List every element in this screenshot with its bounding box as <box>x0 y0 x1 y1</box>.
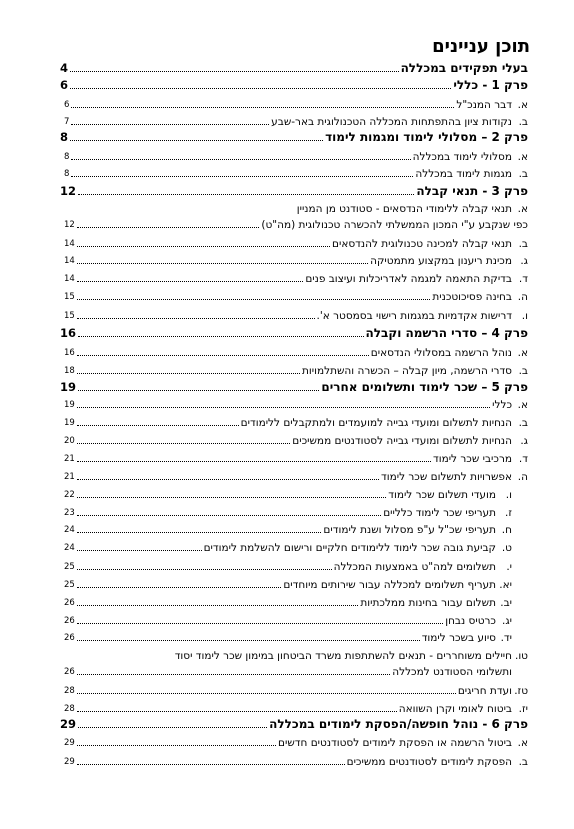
dot-leader <box>77 227 260 228</box>
toc-entry-text: מועדי תשלום שכר לימוד <box>388 489 496 501</box>
toc-subentry-multiline[interactable] <box>64 646 528 678</box>
page-number: 4 <box>60 61 69 75</box>
page-number: 23 <box>64 508 75 518</box>
toc-subentry[interactable] <box>64 557 512 573</box>
toc-entry-text: תשלומים למה"ט באמצעות המכללה <box>333 561 496 573</box>
toc-subentry[interactable] <box>64 431 528 447</box>
page-number: 14 <box>64 239 75 249</box>
toc-entry-text: בדיקת התאמה למגמה לאדריכלות ועיצוב פנים <box>305 273 512 285</box>
page-number: 8 <box>64 169 70 179</box>
page-number: 14 <box>64 256 75 266</box>
toc-subentry[interactable] <box>64 343 528 359</box>
toc-subentry[interactable] <box>64 395 528 411</box>
toc-subentry[interactable] <box>64 575 512 591</box>
toc-entry-text: חיילים משוחררים - תנאים להשתתפות משרד הביטחון במימון שכר לימוד יסוד <box>174 650 512 662</box>
toc-entry-text: בעלי תפקידים במכללה <box>400 61 528 75</box>
toc-subentry[interactable] <box>64 733 528 749</box>
page-number: 8 <box>64 152 70 162</box>
toc-entry-text: מגמות לימוד במכללה <box>415 168 512 180</box>
dot-leader <box>77 443 290 444</box>
toc-subentry[interactable] <box>64 306 528 322</box>
item-marker: ב. <box>518 417 528 429</box>
dot-leader <box>78 336 364 337</box>
toc-entry-text: תעריפי שכר לימוד כלליים <box>383 507 496 519</box>
dot-leader <box>77 479 379 480</box>
item-marker: ב. <box>518 756 528 768</box>
toc-entry-text: מכינת ריענון במקצוע מתמטיקה <box>370 255 512 267</box>
toc-entry-text: סדרי הרשמה, מיון קבלה – הכשרה והשתלמויות <box>302 365 512 377</box>
toc-subentry[interactable] <box>64 95 528 111</box>
toc-entry-text: ביטוח לאומי וקרן השוואה <box>398 703 512 715</box>
toc-subentry[interactable] <box>64 628 512 644</box>
page-number: 24 <box>64 543 75 553</box>
page-number: 6 <box>64 100 70 110</box>
page-number: 7 <box>64 117 70 127</box>
toc-subentry[interactable] <box>64 164 528 180</box>
toc-entry-text: תעריף תשלומים למכללה עבור שירותים מיוחדים <box>283 579 496 591</box>
toc-subentry-multiline[interactable] <box>64 199 528 231</box>
toc-entry-text: ביטול הרשמה או הפסקת לימודים לסטודנטים חדשים <box>278 737 512 749</box>
page-number: 21 <box>64 454 75 464</box>
toc-entry-text: הנחיות לתשלום ומועדי גבייה לסטודנטים ממשיכים <box>292 435 512 447</box>
dot-leader <box>77 711 397 712</box>
dot-leader <box>78 194 414 195</box>
toc-chapter-1[interactable] <box>60 76 528 92</box>
toc-entry-text: תעריפי שכ"ל ע"פ מסלול ושנת לימודים <box>323 524 496 536</box>
dot-leader <box>70 140 323 141</box>
dot-leader <box>77 693 456 694</box>
dot-leader <box>77 605 359 606</box>
dot-leader <box>77 425 239 426</box>
dot-leader <box>77 497 386 498</box>
dot-leader <box>77 263 368 264</box>
dot-leader <box>77 355 369 356</box>
toc-subentry[interactable] <box>64 485 512 501</box>
toc-entry-text: מסלולי לימוד במכללה <box>412 151 512 163</box>
toc-entry-text: מרכיבי שכר לימוד <box>432 453 512 465</box>
dot-leader <box>78 727 267 728</box>
item-marker: א. <box>517 347 528 359</box>
chapter-title: פרק 3 - תנאי קבלה <box>416 184 528 198</box>
item-marker: ב. <box>518 116 528 128</box>
dot-leader <box>77 318 315 319</box>
dot-leader <box>77 532 322 533</box>
page-number: 20 <box>64 436 75 446</box>
toc-entry-text-continued: כפי שנקבע ע"י המכון הממשלתי להכשרה טכנולוגית (מה"ט) <box>261 219 528 231</box>
item-marker: טו. <box>514 650 528 662</box>
page-number: 15 <box>64 292 75 302</box>
toc-subentry[interactable] <box>64 681 528 697</box>
item-marker: ח. <box>501 524 512 536</box>
page-number: 22 <box>64 490 75 500</box>
toc-subentry[interactable] <box>64 413 528 429</box>
item-marker: ג. <box>520 435 528 447</box>
page-number: 19 <box>64 418 75 428</box>
page-number: 6 <box>60 78 69 92</box>
page-number: 28 <box>64 686 75 696</box>
page-number: 15 <box>64 311 75 321</box>
page-number: 16 <box>60 326 77 340</box>
page-number: 29 <box>64 738 75 748</box>
toc-entry-text: אפשרויות לתשלום שכר לימוד <box>381 471 512 483</box>
page-number: 21 <box>64 472 75 482</box>
toc-entry-text: סיוע בשכר לימוד <box>421 632 496 644</box>
dot-leader <box>77 281 303 282</box>
toc-chapter-6[interactable] <box>60 715 528 731</box>
toc-entry-text: הנחיות לתשלום ומועדי גבייה למועמדים ולמתקבלים ללימודים <box>240 417 512 429</box>
page-number: 25 <box>64 580 75 590</box>
page-number: 29 <box>64 757 75 767</box>
toc-entry-text: תשלום עבור בחינות ממלכתיות <box>360 597 496 609</box>
item-marker: ו. <box>505 489 512 501</box>
dot-leader <box>77 745 276 746</box>
toc-subentry[interactable] <box>64 467 528 483</box>
item-marker: א. <box>517 399 528 411</box>
dot-leader <box>77 515 381 516</box>
dot-leader <box>77 246 330 247</box>
item-marker: יא. <box>499 579 512 591</box>
item-marker: יז. <box>518 703 528 715</box>
item-marker: ו. <box>521 310 528 322</box>
chapter-title: פרק 4 – סדרי הרשמה וקבלה <box>365 326 528 340</box>
toc-subentry[interactable] <box>64 251 528 267</box>
toc-subentry[interactable] <box>64 752 528 768</box>
page-number: 26 <box>64 633 75 643</box>
item-marker: ז. <box>505 507 512 519</box>
page-number: 24 <box>64 525 75 535</box>
dot-leader <box>77 407 490 408</box>
dot-leader <box>70 71 399 72</box>
toc-subentry[interactable] <box>64 361 528 377</box>
page-number: 26 <box>64 598 75 608</box>
dot-leader <box>71 107 454 108</box>
toc-entry-text: הפסקת לימודים לסטודנטים ממשיכים <box>346 756 512 768</box>
item-marker: י. <box>506 561 512 573</box>
toc-subentry[interactable] <box>64 611 512 627</box>
page-number: 19 <box>64 400 75 410</box>
item-marker: א. <box>517 737 528 749</box>
item-marker: ד. <box>518 453 528 465</box>
item-marker: ד. <box>518 273 528 285</box>
dot-leader <box>77 569 332 570</box>
dot-leader <box>71 176 413 177</box>
page-number: 19 <box>60 380 77 394</box>
dot-leader <box>77 299 431 300</box>
dot-leader <box>77 587 281 588</box>
toc-subentry[interactable] <box>64 147 528 163</box>
page-number: 29 <box>60 717 77 731</box>
dot-leader <box>71 124 269 125</box>
page-number: 18 <box>64 366 75 376</box>
toc-entry-text: נקודות ציון בהתפתחות המכללה הטכנולוגית באר-שבע <box>271 116 512 128</box>
dot-leader <box>71 159 410 160</box>
chapter-title: פרק 2 – מסלולי לימוד ומגמות לימוד <box>325 130 528 144</box>
dot-leader <box>77 764 345 765</box>
page-number: 28 <box>64 704 75 714</box>
item-marker: ה. <box>517 291 528 303</box>
dot-leader <box>78 390 319 391</box>
toc-subentry[interactable] <box>64 503 512 519</box>
toc-entry-text: דרישות אקדמיות במגמות רישוי בסמסטר א'. <box>316 310 512 322</box>
toc-entry-text: נוהל הרשמה במסלולי הנדסאים <box>370 347 512 359</box>
toc-entry-text: תנאי קבלה למכינה טכנולוגית להנדסאים <box>332 238 512 250</box>
page-number: 12 <box>60 184 77 198</box>
toc-chapter-5[interactable] <box>60 378 528 394</box>
item-marker: א. <box>517 99 528 111</box>
item-marker: ג. <box>520 255 528 267</box>
dot-leader <box>77 461 431 462</box>
page-title: תוכן עניינים <box>432 36 530 57</box>
dot-leader <box>77 373 300 374</box>
toc-subentry[interactable] <box>64 593 512 609</box>
dot-leader <box>77 550 202 551</box>
toc-chapter-4[interactable] <box>60 324 528 340</box>
toc-chapter-3[interactable] <box>60 182 528 198</box>
toc-entry-text: תנאי קבלה ללימודי הנדסאים - סטודנט מן המניין <box>296 203 512 215</box>
item-marker: א. <box>517 203 528 215</box>
page-number: 26 <box>64 616 75 626</box>
toc-subentry[interactable] <box>64 699 528 715</box>
toc-entry-text: בחינה פסיכוטכנית <box>432 291 512 303</box>
page-number: 12 <box>64 220 75 230</box>
toc-top-entry[interactable] <box>60 59 528 75</box>
toc-entry-text: ועדת חריגים <box>457 685 512 697</box>
toc-entry-text: קביעת גובה שכר לימוד ללימודים חלקיים ורישום להשלמת לימודים <box>203 542 496 554</box>
toc-subentry[interactable] <box>64 449 528 465</box>
toc-subentry[interactable] <box>64 112 528 128</box>
item-marker: ט. <box>501 542 512 554</box>
item-marker: ה. <box>517 471 528 483</box>
page-number: 8 <box>60 130 69 144</box>
page-number: 25 <box>64 562 75 572</box>
toc-chapter-2[interactable] <box>60 128 528 144</box>
page-number: 16 <box>64 348 75 358</box>
chapter-title: פרק 6 - נוהל חופשה/הפסקת לימודים במכללה <box>269 717 528 731</box>
dot-leader <box>77 623 443 624</box>
chapter-title: פרק 1 - כללי <box>453 78 528 92</box>
item-marker: ב. <box>518 168 528 180</box>
item-marker: ב. <box>518 238 528 250</box>
chapter-title: פרק 5 – שכר לימוד ותשלומים אחרים <box>321 380 528 394</box>
item-marker: א. <box>517 151 528 163</box>
dot-leader <box>77 674 390 675</box>
item-marker: יג. <box>501 615 512 627</box>
item-marker: יב. <box>500 597 512 609</box>
dot-leader <box>77 640 420 641</box>
dot-leader <box>70 88 451 89</box>
page-number: 26 <box>64 667 75 677</box>
toc-subentry[interactable] <box>64 538 512 554</box>
item-marker: ב. <box>518 365 528 377</box>
toc-subentry[interactable] <box>64 520 512 536</box>
item-marker: טז. <box>514 685 528 697</box>
toc-subentry[interactable] <box>64 234 528 250</box>
toc-entry-text: כללי <box>492 399 512 411</box>
toc-entry-text-continued: ותשלומי הסטודנט למכללה <box>392 666 512 678</box>
toc-subentry[interactable] <box>64 269 528 285</box>
toc-entry-text: כרטיס נבחן <box>445 615 496 627</box>
toc-subentry[interactable] <box>64 287 528 303</box>
toc-entry-text: דבר המנכ"ל <box>456 99 512 111</box>
item-marker: יד. <box>500 632 512 644</box>
page-number: 14 <box>64 274 75 284</box>
